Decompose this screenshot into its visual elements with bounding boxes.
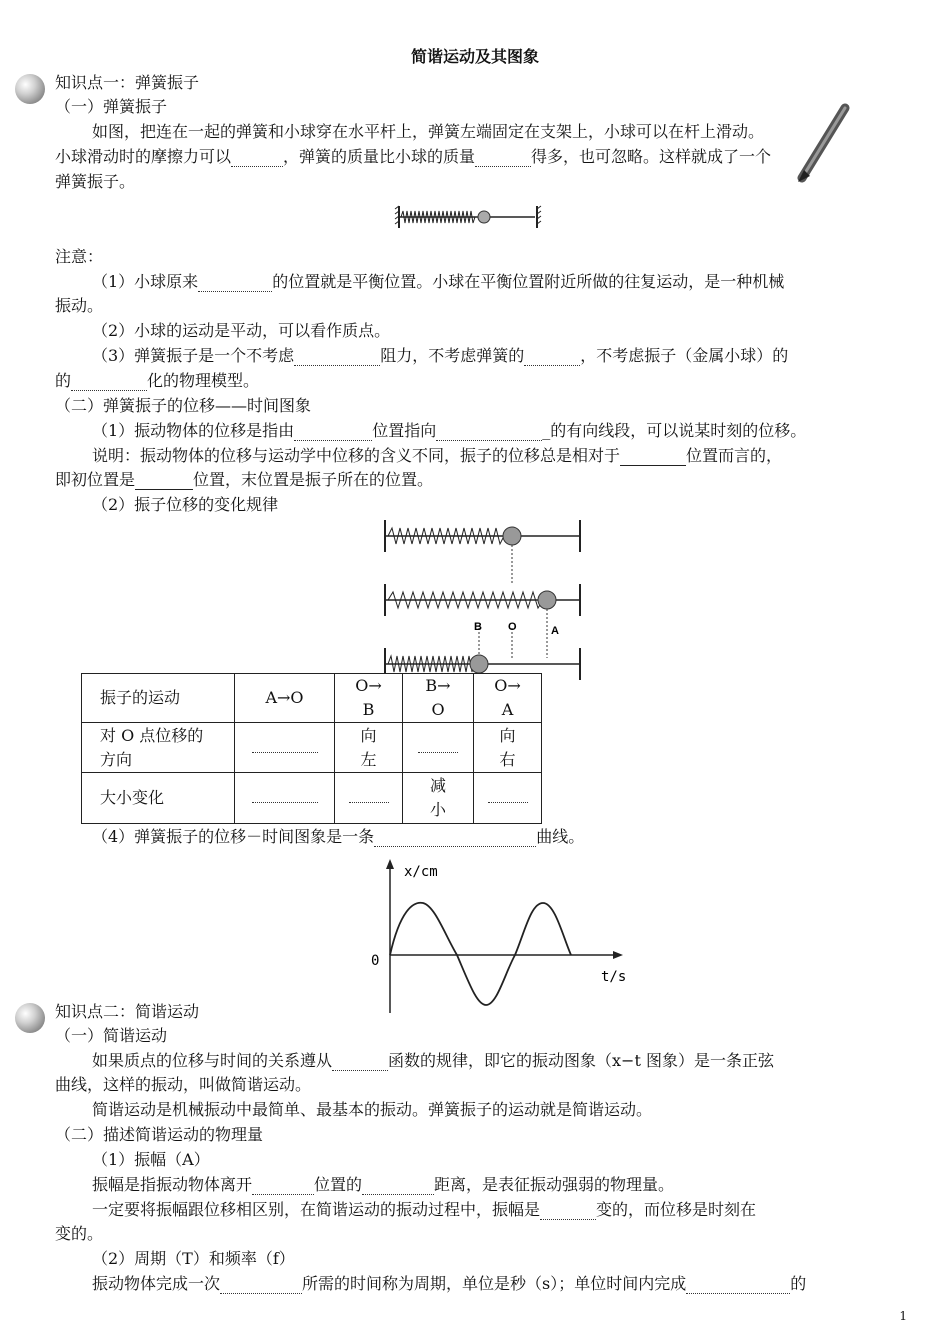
subsection-2-1: （一）简谐运动 bbox=[55, 1026, 168, 1045]
bullet-ball-icon bbox=[15, 1003, 45, 1033]
blank-line bbox=[475, 150, 531, 167]
table-cell-blank bbox=[235, 723, 335, 773]
paragraph-line: （1）小球原来 的位置就是平衡位置。小球在平衡位置附近所做的往复运动，是一种机械 bbox=[92, 272, 785, 291]
subsection-1-1: （一）弹簧振子 bbox=[55, 97, 168, 116]
paragraph-line: （2）振子位移的变化规律 bbox=[92, 495, 279, 514]
table-header-cell: A→O bbox=[235, 674, 335, 723]
blank-line bbox=[294, 424, 372, 441]
subsection-1-2: （二）弹簧振子的位移——时间图象 bbox=[55, 396, 312, 415]
blank-line bbox=[71, 374, 147, 391]
paragraph-line: 弹簧振子。 bbox=[55, 172, 136, 191]
blank-line bbox=[620, 449, 686, 466]
x-axis-label: t/s bbox=[601, 969, 627, 985]
paragraph-line: 一定要将振幅跟位移相区别，在简谐运动的振动过程中，振幅是 变的，而位移是时刻在 bbox=[92, 1200, 757, 1219]
note-label: 注意： bbox=[55, 247, 104, 266]
paragraph-line: （4）弹簧振子的位移－时间图象是一条 曲线。 bbox=[92, 827, 585, 846]
blank-line bbox=[332, 1054, 388, 1071]
subsection-2-2: （二）描述简谐运动的物理量 bbox=[55, 1125, 264, 1144]
page-title: 简谐运动及其图象 bbox=[410, 47, 539, 66]
paragraph-line: 变的。 bbox=[55, 1224, 104, 1243]
xt-graph bbox=[365, 855, 635, 1025]
paragraph-line: （1）振动物体的位移是指由 位置指向 _的有向线段，可以说某时刻的位移。 bbox=[92, 421, 807, 440]
table-header-cell: O→ B bbox=[335, 674, 403, 723]
label-o: O bbox=[508, 621, 517, 633]
motion-table bbox=[81, 673, 542, 824]
blank-line bbox=[252, 1178, 314, 1195]
blank-line bbox=[436, 424, 542, 441]
blank-line bbox=[198, 275, 272, 292]
label-b: B bbox=[474, 621, 482, 633]
spring-oscillator-figure bbox=[395, 204, 543, 230]
blank-line bbox=[220, 1277, 302, 1294]
paragraph-line: 振幅是指振动物体离开 位置的 距离，是表征振动强弱的物理量。 bbox=[92, 1175, 675, 1194]
table-row-label: 大小变化 bbox=[82, 773, 235, 824]
table-cell-blank bbox=[235, 773, 335, 824]
paragraph-line: （3）弹簧振子是一个不考虑 阻力，不考虑弹簧的 ，不考虑振子（金属小球）的 bbox=[92, 346, 789, 365]
table-cell: 向 左 bbox=[335, 723, 403, 773]
table-header-cell: 振子的运动 bbox=[82, 674, 235, 723]
table-cell-blank bbox=[474, 773, 542, 824]
section-1-heading: 知识点一：弹簧振子 bbox=[55, 73, 200, 92]
section-2-heading: 知识点二：简谐运动 bbox=[55, 1002, 200, 1021]
paragraph-line: 即初位置是 位置，末位置是振子所在的位置。 bbox=[55, 470, 434, 489]
table-cell-blank bbox=[403, 723, 474, 773]
bullet-ball-icon bbox=[15, 74, 45, 104]
paragraph-line: 说明：振动物体的位移与运动学中位移的含义不同，振子的位移总是相对于 位置而言的， bbox=[92, 446, 783, 465]
paragraph-line: 简谐运动是机械振动中最简单、最基本的振动。弹簧振子的运动就是简谐运动。 bbox=[92, 1100, 653, 1119]
table-header-cell: B→ O bbox=[403, 674, 474, 723]
origin-label: 0 bbox=[371, 953, 380, 969]
blank-line bbox=[135, 473, 193, 490]
blank-line bbox=[540, 1203, 596, 1220]
paragraph-line: 如果质点的位移与时间的关系遵从 函数的规律，即它的振动图象（x−t 图象）是一条正弦 bbox=[92, 1051, 774, 1070]
paragraph-line: （2）周期（T）和频率（f） bbox=[92, 1249, 295, 1268]
paragraph-line: 的 化的物理模型。 bbox=[55, 371, 260, 390]
blank-line bbox=[362, 1178, 434, 1195]
paragraph-line: （1）振幅（A） bbox=[92, 1150, 210, 1169]
label-a: A bbox=[551, 625, 559, 637]
paragraph-line: 小球滑动时的摩擦力可以 ，弹簧的质量比小球的质量 得多，也可忽略。这样就成了一个 bbox=[55, 147, 772, 166]
table-cell-blank bbox=[335, 773, 403, 824]
blank-line bbox=[231, 150, 283, 167]
oscillator-positions-figure bbox=[380, 518, 588, 684]
paragraph-line: 振动。 bbox=[55, 296, 104, 315]
paragraph-line: 振动物体完成一次 所需的时间称为周期，单位是秒（s）；单位时间内完成 的 bbox=[92, 1274, 807, 1293]
table-header-cell: O→ A bbox=[474, 674, 542, 723]
blank-line bbox=[686, 1277, 790, 1294]
paragraph-line: （2）小球的运动是平动，可以看作质点。 bbox=[92, 321, 391, 340]
paragraph-line: 如图，把连在一起的弹簧和小球穿在水平杆上，弹簧左端固定在支架上，小球可以在杆上滑动。 bbox=[92, 122, 765, 141]
table-cell: 减 小 bbox=[403, 773, 474, 824]
blank-line bbox=[294, 349, 380, 366]
table-row-label: 对 O 点位移的 方向 bbox=[82, 723, 235, 773]
page-number: 1 bbox=[899, 1309, 907, 1323]
paragraph-line: 曲线，这样的振动，叫做简谐运动。 bbox=[55, 1075, 312, 1094]
pen-icon bbox=[790, 100, 860, 190]
table-cell: 向 右 bbox=[474, 723, 542, 773]
blank-line bbox=[374, 830, 536, 847]
y-axis-label: x/cm bbox=[404, 864, 438, 880]
blank-line bbox=[524, 349, 580, 366]
